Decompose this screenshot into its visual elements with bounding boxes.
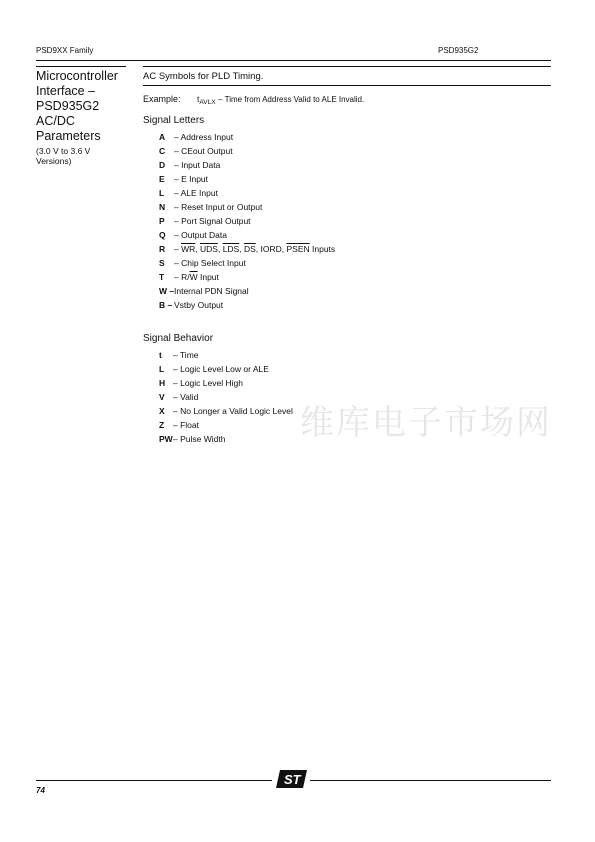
signal-key: H	[159, 378, 166, 388]
watermark-text: 维库电子市场网	[300, 403, 552, 443]
list-item	[159, 242, 335, 256]
sidebar-title-line: Microcontroller	[36, 69, 118, 83]
footer-rule-left	[36, 780, 272, 781]
list-item	[159, 130, 335, 144]
sidebar-title	[36, 69, 136, 144]
active-low-signal: $\overline{LDS}$	[222, 244, 240, 254]
signal-description: – No Longer a Valid Logic Level	[173, 406, 293, 416]
example-symbol-base: t	[197, 94, 200, 104]
signal-description: – CEout Output	[174, 146, 233, 156]
signal-key: L	[159, 364, 165, 374]
signal-description: – E Input	[174, 174, 209, 184]
signal-description: – Valid	[173, 392, 199, 402]
sidebar-title-line: Parameters	[36, 129, 101, 143]
signal-description: – Chip Select Input	[174, 258, 246, 268]
signal-description: Vstby Output	[174, 300, 224, 310]
signal-key: Q	[159, 230, 166, 240]
list-item	[159, 348, 293, 362]
sidebar-subtitle	[36, 146, 90, 166]
sidebar-title-line: AC/DC	[36, 114, 75, 128]
running-header-family: PSD9XX Family	[36, 46, 94, 55]
running-header-part: PSD935G2	[438, 46, 479, 55]
signal-key: T	[159, 272, 165, 282]
section-rule-bottom	[143, 85, 551, 86]
svg-text:ST: ST	[284, 772, 301, 787]
signal-key: R	[159, 244, 166, 254]
signal-behavior-heading: Signal Behavior	[143, 333, 214, 344]
sidebar-rule	[36, 66, 126, 67]
signal-description: – Address Input	[174, 132, 234, 142]
sidebar-title-line: Interface –	[36, 84, 96, 98]
signal-description: – $R/\overline{W}$ Input	[174, 272, 219, 282]
list-item	[159, 144, 335, 158]
signal-key: A	[159, 132, 166, 142]
signal-description: – $\overline{WR}$, $\overline{UDS}$, $\overline{LDS}$, $\overline{DS}$, IORD, PSEN Inputs	[174, 244, 336, 254]
page-number: 74	[36, 786, 45, 795]
example-symbol	[197, 94, 216, 104]
signal-description: – Input Data	[174, 160, 221, 170]
list-item	[159, 228, 335, 242]
active-low-signal: $\overline{UDS}$	[200, 244, 218, 254]
active-low-signal: $\overline{W}$	[189, 272, 198, 282]
signal-key: Z	[159, 420, 165, 430]
sidebar-subtitle-line: Versions)	[36, 156, 72, 166]
signal-key: W –	[159, 286, 175, 296]
st-logo-icon	[276, 769, 308, 789]
list-item	[159, 270, 335, 284]
signal-key: N	[159, 202, 166, 212]
list-item	[159, 376, 293, 390]
signal-description: – Time	[173, 350, 199, 360]
list-item	[159, 362, 293, 376]
signal-key: V	[159, 392, 165, 402]
section-rule-top	[143, 66, 551, 67]
signal-key: L	[159, 188, 165, 198]
signal-description: – Logic Level High	[173, 378, 243, 388]
example-description: – Time from Address Valid to ALE Invalid.	[218, 95, 365, 104]
list-item	[159, 256, 335, 270]
signal-key: C	[159, 146, 166, 156]
list-item	[159, 418, 293, 432]
signal-description: Internal PDN Signal	[174, 286, 249, 296]
header-rule	[36, 60, 551, 61]
signal-key: B –	[159, 300, 173, 310]
signal-description: – Float	[173, 420, 199, 430]
list-item	[159, 298, 335, 312]
section-title: AC Symbols for PLD Timing.	[143, 71, 264, 82]
signal-description: – Pulse Width	[173, 434, 226, 444]
signal-description: – Port Signal Output	[174, 216, 251, 226]
list-item	[159, 432, 293, 446]
signal-description: – Logic Level Low or ALE	[173, 364, 269, 374]
sidebar-title-line: PSD935G2	[36, 99, 100, 113]
list-item	[159, 172, 335, 186]
list-item	[159, 186, 335, 200]
list-item	[159, 158, 335, 172]
list-item	[159, 200, 335, 214]
active-low-signal: $\overline{WR}$	[181, 244, 196, 254]
list-item	[159, 284, 335, 298]
example-symbol-subscript: AVLX	[199, 99, 216, 106]
signal-key: P	[159, 216, 165, 226]
signal-key: PW	[159, 434, 173, 444]
signal-letters-list	[159, 130, 335, 312]
list-item	[159, 404, 293, 418]
example-line	[143, 94, 364, 106]
signal-letters-heading: Signal Letters	[143, 115, 205, 126]
list-item	[159, 214, 335, 228]
list-item	[159, 390, 293, 404]
signal-behavior-list	[159, 348, 293, 446]
signal-key: X	[159, 406, 165, 416]
active-low-signal: $\overline{DS}$	[243, 244, 256, 254]
signal-key: E	[159, 174, 165, 184]
sidebar-subtitle-line: (3.0 V to 3.6 V	[36, 146, 91, 156]
signal-key: t	[159, 350, 162, 360]
example-label: Example:	[143, 94, 181, 104]
footer-rule-right	[310, 780, 551, 781]
signal-key: D	[159, 160, 166, 170]
signal-key: S	[159, 258, 165, 268]
signal-description: – Reset Input or Output	[174, 202, 263, 212]
signal-description: – ALE Input	[174, 188, 218, 198]
active-low-signal: PSEN	[286, 244, 310, 254]
signal-description: – Output Data	[174, 230, 227, 240]
